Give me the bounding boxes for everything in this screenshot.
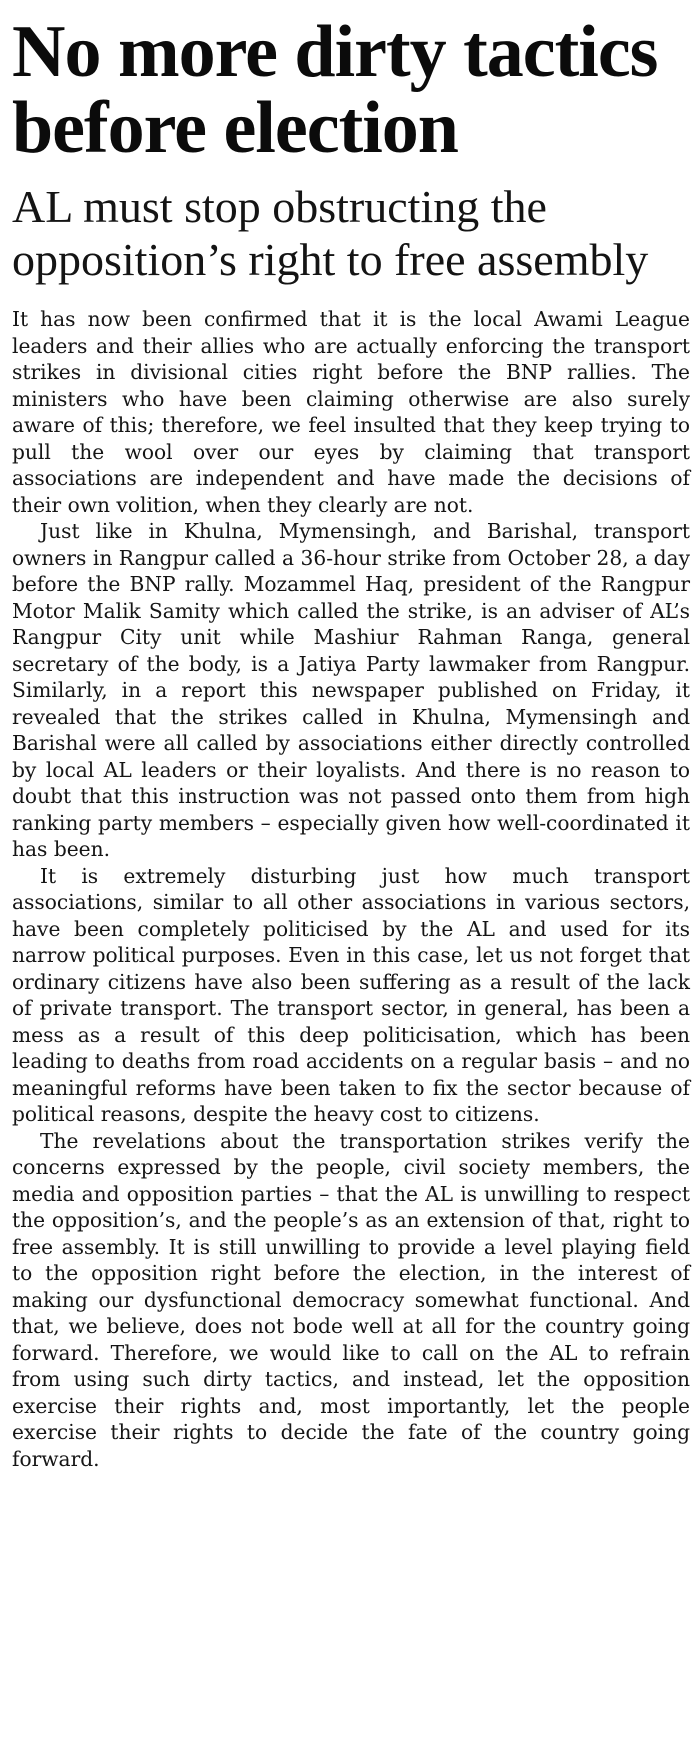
subheadline: AL must stop obstructing the opposition’s right to free assembly: [12, 181, 649, 285]
article-body: [12, 306, 690, 1472]
paragraph: The revelations about the transportation strikes verify the concerns expressed by the people, civil society members, the media and opposition parties – that the AL is unwilling to respect the opposition’s, and the people’s as an extension of that, right to free assembly. It is still unwilling to provide a level playing field to the opposition right before the election, in the interest of making our dysfunctional democracy somewhat functional. And that, we believe, does not bode well at all for the country going forward. Therefore, we would like to call on the AL to refrain from using such dirty tactics, and instead, let the opposition exercise their rights and, most importantly, let the people exercise their rights to decide the fate of the country going forward.: [12, 1128, 690, 1471]
paragraph: Just like in Khulna, Mymensingh, and Barishal, transport owners in Rangpur called a 36-hour strike from October 28, a day before the BNP rally. Mozammel Haq, president of the Rangpur Motor Malik Samity which called the strike, is an adviser of AL’s Rangpur City unit while Mashiur Rahman Ranga, general secretary of the body, is a Jatiya Party lawmaker from Rangpur. Similarly, in a report this newspaper published on Friday, it revealed that the strikes called in Khulna, Mymensingh and Barishal were all called by associations either directly controlled by local AL leaders or their loyalists. And there is no reason to doubt that this instruction was not passed onto them from high ranking party members – especially given how well-coordinated it has been.: [12, 519, 690, 861]
paragraph: It has now been confirmed that it is the local Awami League leaders and their allies who are actually enforcing the transport strikes in divisional cities right before the BNP rallies. The ministers who have been claiming otherwise are also surely aware of this; therefore, we feel insulted that they keep trying to pull the wool over our eyes by claiming that transport associations are independent and have made the decisions of their own volition, when they clearly are not.: [12, 307, 690, 517]
headline: No more dirty tactics before election: [12, 11, 658, 169]
paragraph: It is extremely disturbing just how much transport associations, similar to all other associations in various sectors, have been completely politicised by the AL and used for its narrow political purposes. Even in this case, let us not forget that ordinary citizens have also been suffering as a result of the lack of private transport. The transport sector, in general, has been a mess as a result of this deep politicisation, which has been leading to deaths from road accidents on a regular basis – and no meaningful reforms have been taken to fix the sector because of political reasons, despite the heavy cost to citizens.: [12, 863, 690, 1126]
